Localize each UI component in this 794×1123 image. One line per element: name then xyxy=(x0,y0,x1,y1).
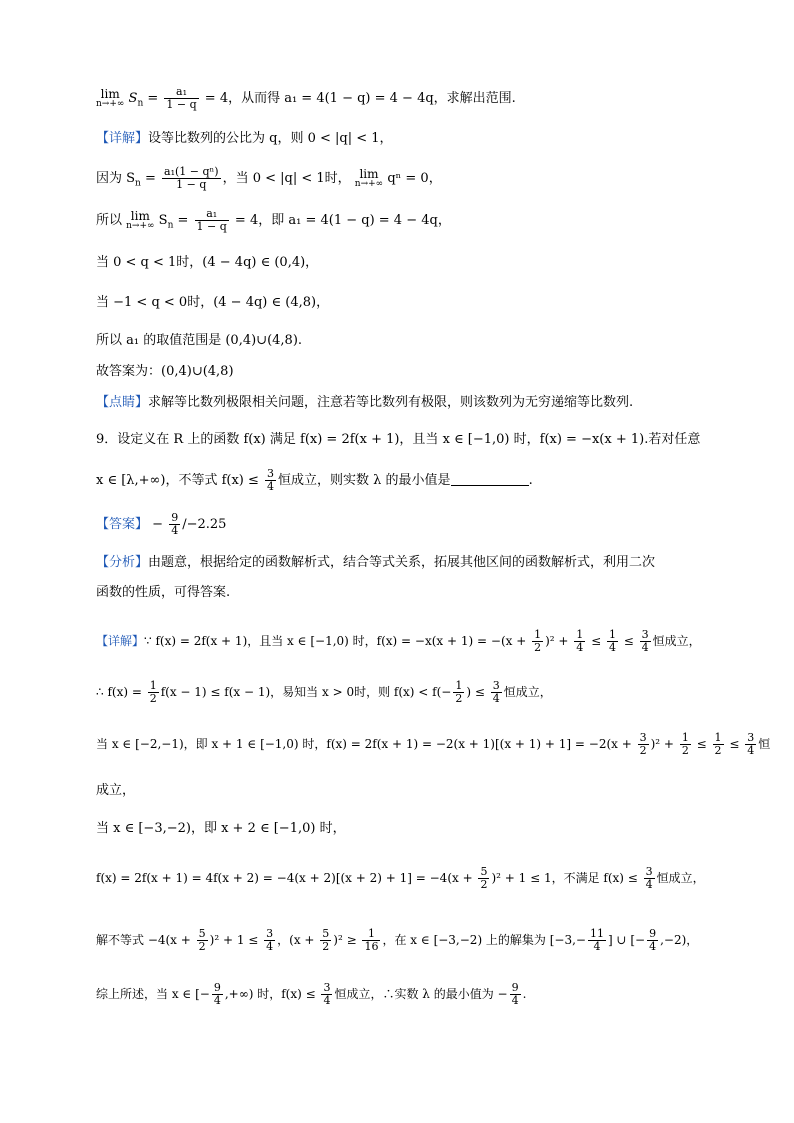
fraction-denominator: 4 xyxy=(645,878,653,891)
solution-line xyxy=(96,866,705,891)
fraction xyxy=(532,629,543,654)
math-text: ∵ f(x) = 2f(x + 1)，且当 x ∈ [−1,0) 时，f(x) = −x(x + 1) = − xyxy=(144,634,501,648)
math-text: ≤ xyxy=(619,634,638,648)
fraction-numerator: 1 xyxy=(576,628,584,641)
section-tag-detail: 【详解】 xyxy=(96,131,149,146)
fraction-numerator: 1 xyxy=(149,679,157,692)
fraction xyxy=(453,680,464,705)
fraction-denominator: 4 xyxy=(593,940,601,953)
fraction-denominator: 4 xyxy=(649,940,657,953)
fraction-numerator: a₁(1 − qⁿ) xyxy=(164,165,219,178)
analysis-line: 函数的性质，可得答案. xyxy=(96,585,231,600)
limit-symbol: lim xyxy=(100,86,120,101)
fraction-numerator: 9 xyxy=(213,981,221,994)
solution-line xyxy=(96,928,698,953)
body-text: 设等比数列的公比为 q，则 0 < |q| < 1， xyxy=(148,131,393,146)
answer-blank xyxy=(451,473,529,486)
fraction-numerator: 1 xyxy=(534,628,542,641)
fraction-denominator: 4 xyxy=(213,994,221,1007)
fraction-denominator: 16 xyxy=(364,940,379,953)
math-text: ，(x + xyxy=(277,933,319,947)
math-text: 所以 xyxy=(96,213,127,228)
fraction xyxy=(320,928,331,953)
analysis-line xyxy=(96,552,655,574)
fraction-denominator: 4 xyxy=(641,641,649,654)
fraction-numerator: 3 xyxy=(747,731,755,744)
fraction-numerator: 9 xyxy=(649,927,657,940)
fraction-numerator: 5 xyxy=(198,927,206,940)
math-subscript: n xyxy=(137,98,144,109)
fraction xyxy=(321,982,332,1007)
solution-line: 所以 a₁ 的取值范围是 (0,4)∪(4,8). xyxy=(96,333,303,348)
fraction-denominator: 2 xyxy=(455,692,463,705)
body-text: 恒成立，则实数 λ 的最小值是 xyxy=(278,473,451,488)
fraction-numerator: 11 xyxy=(590,927,604,940)
fraction-denominator: 1 − q xyxy=(166,98,197,111)
fraction-numerator: a₁ xyxy=(195,208,229,221)
math-text: S xyxy=(128,91,138,106)
fraction-denominator: 4 xyxy=(492,692,500,705)
fraction xyxy=(574,629,585,654)
fraction-numerator: 1 xyxy=(455,679,463,692)
solution-line xyxy=(96,732,770,757)
limit-subscript: n→+∞ xyxy=(126,220,155,231)
solution-line: 成立， xyxy=(96,783,136,798)
fraction xyxy=(640,629,651,654)
body-text: 由题意，根据给定的函数解析式，结合等式关系，拓展其他区间的函数解析式，利用二次 xyxy=(148,555,656,570)
fraction-denominator: 2 xyxy=(149,692,157,705)
math-text: qⁿ = 0， xyxy=(383,171,442,186)
math-text: )² + 1 ≤ 1，不满足 f(x) ≤ xyxy=(491,871,642,885)
math-text: 当 x ∈ [−2,−1)，即 x + 1 ∈ [−1,0) 时，f(x) = 2f(x + 1) = −2(x + 1)[(x + 1) + 1] = −2(x + xyxy=(96,737,636,751)
limit-subscript: n→+∞ xyxy=(96,98,125,109)
fraction xyxy=(362,928,380,953)
fraction-denominator: 2 xyxy=(322,940,330,953)
body-text: . xyxy=(522,987,527,1001)
fraction-denominator: 4 xyxy=(266,940,274,953)
fraction xyxy=(680,732,691,757)
math-text: /−2.25 xyxy=(182,517,227,532)
fraction-numerator: 1 xyxy=(362,928,380,941)
solution-line xyxy=(96,166,442,195)
fraction-denominator: 2 xyxy=(681,744,689,757)
math-text: 解不等式 −4(x + xyxy=(96,933,195,947)
answer-line xyxy=(96,512,226,537)
fraction xyxy=(265,468,276,493)
fraction xyxy=(491,680,502,705)
fraction-denominator: 4 xyxy=(171,524,179,537)
solution-line: 当 x ∈ [−3,−2)，即 x + 2 ∈ [−1,0) 时， xyxy=(96,821,346,836)
fraction xyxy=(478,866,489,891)
math-text: ≤ xyxy=(587,634,605,648)
answer-line: 故答案为：(0,4)∪(4,8) xyxy=(96,364,234,379)
math-text: x ∈ [λ,+∞)，不等式 f(x) ≤ xyxy=(96,473,264,488)
math-text: ] ∪ [− xyxy=(608,933,646,947)
fraction xyxy=(745,732,756,757)
fraction-numerator: 3 xyxy=(492,679,500,692)
fraction-denominator: 4 xyxy=(267,480,275,493)
math-text: 因为 S xyxy=(96,171,136,186)
math-subscript: n xyxy=(167,220,174,231)
body-text: 恒成立， xyxy=(652,634,701,648)
body-text: 求解等比数列极限相关问题，注意若等比数列有极限，则该数列为无穷递缩等比数列. xyxy=(148,395,634,410)
solution-line xyxy=(96,208,451,237)
section-tag-detail: 【详解】 xyxy=(96,634,145,648)
math-text: ∴ f(x) = xyxy=(96,685,146,699)
limit-subscript: n→+∞ xyxy=(354,178,384,189)
fraction-denominator: 2 xyxy=(534,641,542,654)
section-tag-analysis: 【分析】 xyxy=(96,555,149,570)
math-text: ，当 0 < |q| < 1时， xyxy=(222,171,351,186)
math-text: = 4，即 a₁ = 4(1 − q) = 4 − 4q， xyxy=(230,213,451,228)
math-text: = xyxy=(173,213,193,228)
math-text: ) ≤ xyxy=(466,685,489,699)
fraction xyxy=(169,512,180,537)
solution-line xyxy=(96,86,516,115)
solution-line xyxy=(96,392,633,414)
body-text: 恒成立， xyxy=(656,871,705,885)
math-text: − xyxy=(148,517,168,532)
math-text: S xyxy=(154,213,168,228)
fraction-denominator: 2 xyxy=(198,940,206,953)
fraction-denominator: 4 xyxy=(608,641,616,654)
fraction xyxy=(195,208,229,233)
fraction xyxy=(212,982,223,1007)
math-text: )² + xyxy=(650,737,678,751)
solution-line xyxy=(96,128,393,150)
math-text: )² ≥ xyxy=(333,933,361,947)
fraction xyxy=(510,982,521,1007)
question-line xyxy=(96,468,533,493)
solution-line xyxy=(96,629,701,654)
math-text: ,−2)， xyxy=(660,933,699,947)
fraction-denominator: 2 xyxy=(639,744,647,757)
fraction xyxy=(164,86,198,111)
math-text: ,+∞) 时，f(x) ≤ xyxy=(224,987,320,1001)
fraction xyxy=(638,732,649,757)
fraction xyxy=(264,928,275,953)
question-line: 9．设定义在 R 上的函数 f(x) 满足 f(x) = 2f(x + 1)，且当 x ∈ [−1,0) 时，f(x) = −x(x + 1).若对任意 xyxy=(96,432,701,447)
fraction-denominator: 4 xyxy=(576,641,584,654)
section-tag-comment: 【点睛】 xyxy=(96,395,149,410)
fraction-numerator: 3 xyxy=(267,467,275,480)
body-text: 恒成立， xyxy=(503,685,552,699)
math-text: ，在 x ∈ [−3,−2) 上的解集为 [−3,− xyxy=(382,933,586,947)
fraction-numerator: 3 xyxy=(266,927,274,940)
math-text: 综上所述，当 x ∈ [− xyxy=(96,987,210,1001)
fraction-numerator: 3 xyxy=(645,865,653,878)
math-text: f(x) = 2f(x + 1) = 4f(x + 2) = −4(x + 2)[(x + 2) + 1] = −4(x + xyxy=(96,871,477,885)
math-text: ≤ xyxy=(692,737,711,751)
math-text: f(x − 1) ≤ f(x − 1)，易知当 x > 0时，则 f(x) < f(− xyxy=(160,685,452,699)
fraction-denominator: 1 − q xyxy=(176,178,207,191)
fraction-numerator: 3 xyxy=(639,731,647,744)
fraction-numerator: 5 xyxy=(322,927,330,940)
fraction xyxy=(644,866,655,891)
solution-line: 当 0 < q < 1时，(4 − 4q) ∈ (0,4)， xyxy=(96,255,319,270)
fraction-numerator: 3 xyxy=(323,981,331,994)
fraction xyxy=(607,629,618,654)
fraction-numerator: 1 xyxy=(714,731,722,744)
fraction-numerator: a₁ xyxy=(164,86,198,99)
fraction xyxy=(148,680,159,705)
limit-symbol: lim xyxy=(359,166,379,181)
math-text: ≤ xyxy=(725,737,744,751)
solution-line xyxy=(96,982,526,1007)
math-text: )² + 1 ≤ xyxy=(209,933,263,947)
fraction xyxy=(588,928,606,953)
fraction-denominator: 4 xyxy=(747,744,755,757)
solution-line: 当 −1 < q < 0时，(4 − 4q) ∈ (4,8)， xyxy=(96,295,330,310)
fraction xyxy=(197,928,208,953)
math-text: (x + xyxy=(500,634,531,648)
fraction-numerator: 1 xyxy=(608,628,616,641)
body-text: . xyxy=(528,473,533,488)
fraction-numerator: 5 xyxy=(480,865,488,878)
math-text: = xyxy=(143,91,163,106)
fraction xyxy=(713,732,724,757)
math-subscript: n xyxy=(135,178,141,189)
fraction xyxy=(162,166,221,191)
body-text: 恒 xyxy=(758,737,771,751)
fraction-numerator: 3 xyxy=(641,628,649,641)
fraction xyxy=(647,928,658,953)
fraction-numerator: 1 xyxy=(681,731,689,744)
section-tag-answer: 【答案】 xyxy=(96,517,149,532)
math-text: = xyxy=(140,171,161,186)
math-text: = 4，从而得 a₁ = 4(1 − q) = 4 − 4q，求解出范围. xyxy=(200,91,516,106)
fraction-denominator: 2 xyxy=(714,744,722,757)
fraction-denominator: 2 xyxy=(480,878,488,891)
limit-symbol: lim xyxy=(130,208,150,223)
fraction-numerator: 9 xyxy=(171,511,179,524)
fraction-denominator: 1 − q xyxy=(196,220,227,233)
fraction-denominator: 4 xyxy=(323,994,331,1007)
body-text: 恒成立，∴实数 λ 的最小值为 − xyxy=(334,987,508,1001)
solution-line xyxy=(96,680,552,705)
fraction-denominator: 4 xyxy=(511,994,519,1007)
fraction-numerator: 9 xyxy=(511,981,519,994)
math-text: )² + xyxy=(545,634,573,648)
